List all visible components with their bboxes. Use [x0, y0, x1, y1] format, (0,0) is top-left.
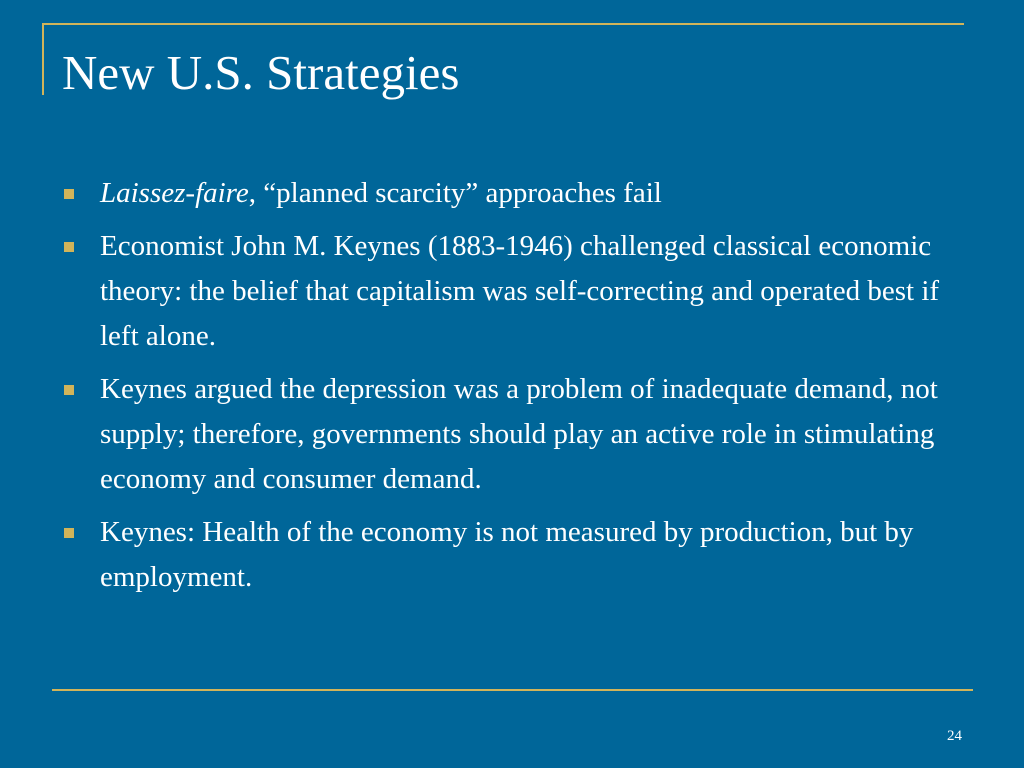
planned-scarcity-text: , “planned scarcity” approaches fail [248, 177, 662, 209]
left-decorative-line [42, 23, 44, 95]
bullet-text [100, 171, 952, 216]
square-bullet-icon [64, 189, 74, 199]
keynes-challenge-text: Economist John M. Keynes (1883-1946) challenged classical economic theory: the belief that capitalism was self-correcting and operated best if left alone. [100, 230, 940, 352]
depression-demand-text: Keynes argued the depression was a problem of inadequate demand, not supply; therefore, governments should play an active role in stimulating economy and consumer demand. [100, 373, 938, 495]
bullet-item-keynes-challenge [62, 224, 952, 359]
top-decorative-line [42, 23, 964, 25]
bottom-decorative-line [52, 689, 973, 691]
laissez-faire-term: Laissez-faire [100, 177, 249, 209]
square-bullet-icon [64, 528, 74, 538]
employment-text: Keynes: Health of the economy is not measured by production, but by employment. [100, 516, 914, 593]
page-number: 24 [947, 728, 962, 744]
bullet-item-employment [62, 510, 952, 600]
bullet-item-laissez-faire [62, 171, 952, 216]
bullet-item-depression-demand [62, 367, 952, 502]
square-bullet-icon [64, 385, 74, 395]
square-bullet-icon [64, 242, 74, 252]
bullet-list [62, 171, 952, 608]
slide-title: New U.S. Strategies [62, 45, 460, 100]
